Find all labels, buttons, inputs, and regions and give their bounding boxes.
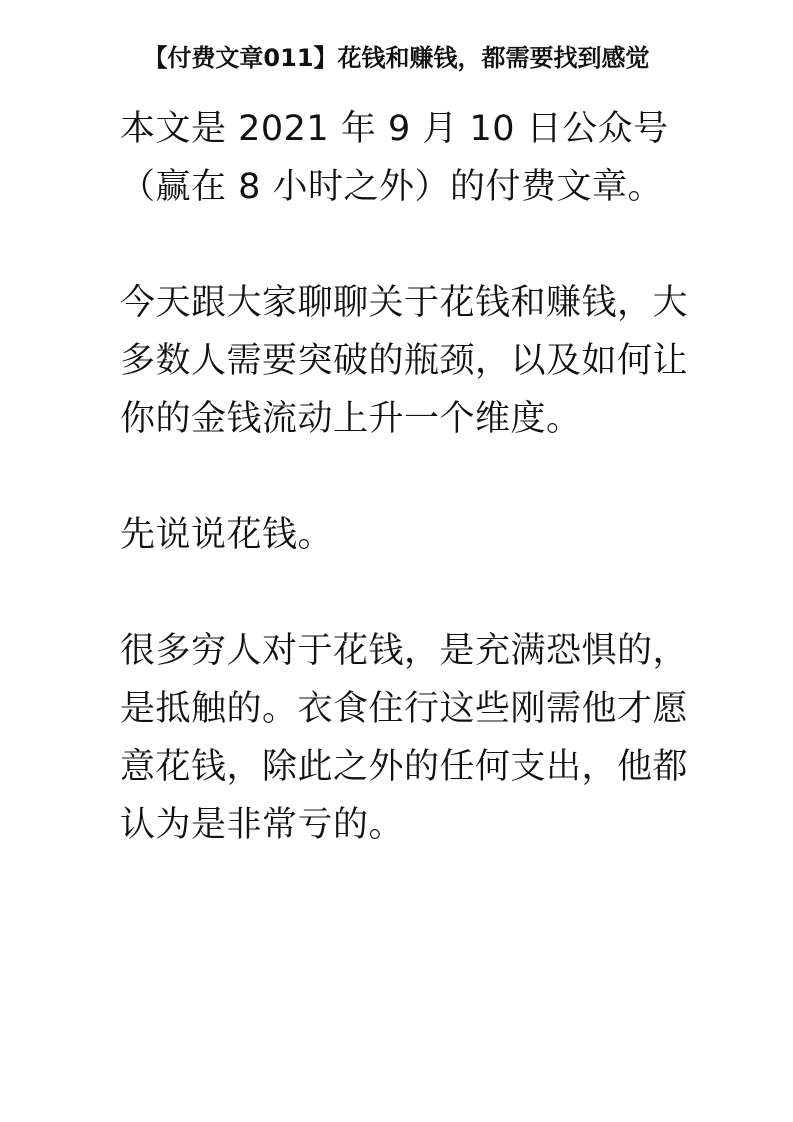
text-line: 认为是非常亏的。 xyxy=(120,805,405,845)
paragraph-spacer xyxy=(120,564,690,622)
paragraph-intro xyxy=(120,100,690,216)
text-line: 是抵触的。衣食住行这些刚需他才愿 xyxy=(120,689,689,729)
paragraph-spacer xyxy=(120,216,690,274)
text-line: 今天跟大家聊聊关于花钱和赚钱，大 xyxy=(120,283,689,323)
article-body xyxy=(120,100,690,854)
text-line: 很多穷人对于花钱，是充满恐惧的， xyxy=(120,631,689,671)
text-line: （赢在 8 小时之外）的付费文章。 xyxy=(120,167,664,207)
text-line: 本文是 2021 年 9 月 10 日公众号 xyxy=(120,109,669,149)
paragraph-spacer xyxy=(120,448,690,506)
paragraph-topic xyxy=(120,274,690,448)
text-line: 先说说花钱。 xyxy=(120,515,334,555)
paragraph-poor-people xyxy=(120,622,690,854)
text-line: 意花钱，除此之外的任何支出，他都 xyxy=(120,747,689,787)
paragraph-spending xyxy=(120,506,690,564)
article-title: 【付费文章011】花钱和赚钱，都需要找到感觉 xyxy=(143,44,650,72)
text-line: 你的金钱流动上升一个维度。 xyxy=(120,399,582,439)
text-line: 多数人需要突破的瓶颈，以及如何让 xyxy=(120,341,689,381)
